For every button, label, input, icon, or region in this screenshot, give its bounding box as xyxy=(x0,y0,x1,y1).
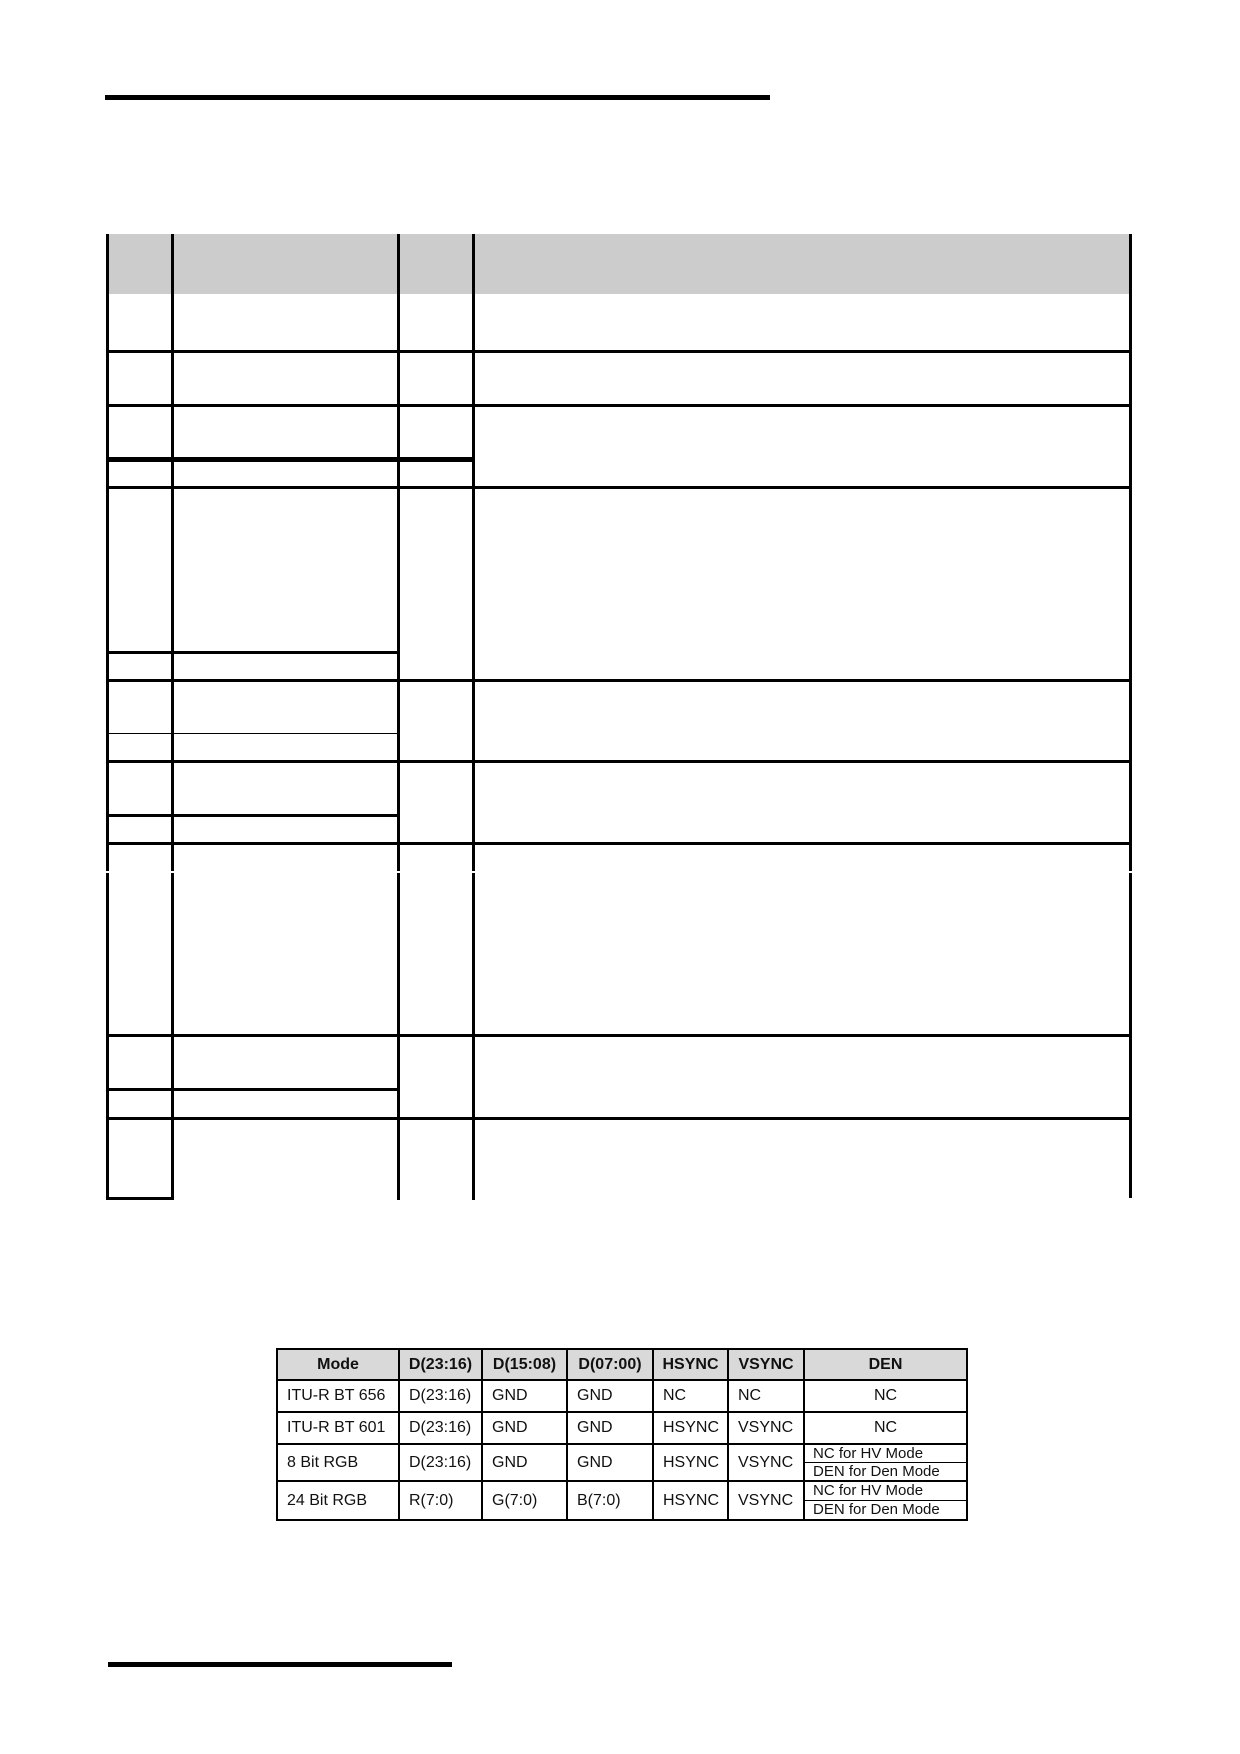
pin-table-white-gap xyxy=(106,871,1132,873)
cell-mode: 24 Bit RGB xyxy=(277,1481,399,1520)
col-header-d07-00: D(07:00) xyxy=(567,1349,653,1380)
pin-table-row-line xyxy=(106,486,1132,489)
cell-den-den-mode: DEN for Den Mode xyxy=(813,1501,940,1518)
pin-table-row-line xyxy=(106,350,1132,353)
cell-d23: D(23:16) xyxy=(399,1444,482,1481)
cell-den-hv-mode: NC for HV Mode xyxy=(805,1445,966,1463)
pin-table-col1-bottom-line xyxy=(106,1197,174,1200)
cell-d15: GND xyxy=(482,1380,567,1412)
pin-table-row-line xyxy=(106,404,1132,407)
pin-table-col3-divider xyxy=(472,234,475,1200)
pin-table-col1-divider xyxy=(171,234,174,1200)
cell-hsync: HSYNC xyxy=(653,1412,728,1444)
cell-vsync: VSYNC xyxy=(728,1412,804,1444)
table-row xyxy=(277,1412,967,1444)
cell-d15: GND xyxy=(482,1444,567,1481)
pin-table-row-line xyxy=(106,842,1132,845)
col-header-mode: Mode xyxy=(277,1349,399,1380)
cell-vsync: VSYNC xyxy=(728,1481,804,1520)
cell-d07: B(7:0) xyxy=(567,1481,653,1520)
cell-den-hv-mode: NC for HV Mode xyxy=(805,1482,966,1501)
col-header-d15-08: D(15:08) xyxy=(482,1349,567,1380)
pin-table-subrow-line-thin xyxy=(106,733,400,734)
mode-mapping-table xyxy=(276,1348,968,1521)
pin-table-row-line xyxy=(106,1034,1132,1037)
cell-vsync: VSYNC xyxy=(728,1444,804,1481)
cell-d15: GND xyxy=(482,1412,567,1444)
cell-d23: D(23:16) xyxy=(399,1380,482,1412)
cell-d15: G(7:0) xyxy=(482,1481,567,1520)
table-row xyxy=(277,1481,967,1520)
pin-table-border-left xyxy=(106,234,109,1200)
pin-table-subrow-line xyxy=(106,814,400,817)
cell-mode: ITU-R BT 656 xyxy=(277,1380,399,1412)
col-header-hsync: HSYNC xyxy=(653,1349,728,1380)
pin-table-subrow-line xyxy=(106,1088,400,1091)
col-header-d23-16: D(23:16) xyxy=(399,1349,482,1380)
cell-vsync: NC xyxy=(728,1380,804,1412)
pin-table-row-line xyxy=(106,760,1132,763)
cell-d23: D(23:16) xyxy=(399,1412,482,1444)
cell-d07: GND xyxy=(567,1444,653,1481)
table-row xyxy=(277,1444,967,1481)
cell-d23: R(7:0) xyxy=(399,1481,482,1520)
cell-d07: GND xyxy=(567,1380,653,1412)
cell-mode: 8 Bit RGB xyxy=(277,1444,399,1481)
mode-table-header-row xyxy=(277,1349,967,1380)
cell-den-split xyxy=(804,1444,967,1481)
pin-function-table xyxy=(106,234,1132,1200)
pin-table-col2-divider xyxy=(397,234,400,1200)
cell-den-den-mode: DEN for Den Mode xyxy=(813,1463,940,1480)
cell-hsync: NC xyxy=(653,1380,728,1412)
pin-table-border-right xyxy=(1129,234,1132,1198)
table-row xyxy=(277,1380,967,1412)
col-header-den: DEN xyxy=(804,1349,967,1380)
pin-table-subrow-line xyxy=(106,651,400,654)
cell-den: NC xyxy=(804,1380,967,1412)
pin-table-row-line xyxy=(106,679,1132,682)
pin-table-row-line xyxy=(106,1117,1132,1120)
cell-d07: GND xyxy=(567,1412,653,1444)
pin-table-row-line-thick xyxy=(106,457,475,462)
cell-den: NC xyxy=(804,1412,967,1444)
cell-den-split xyxy=(804,1481,967,1520)
pin-table-header-band xyxy=(106,234,1132,294)
footer-rule xyxy=(108,1662,452,1667)
header-rule xyxy=(105,95,770,100)
cell-mode: ITU-R BT 601 xyxy=(277,1412,399,1444)
cell-hsync: HSYNC xyxy=(653,1481,728,1520)
col-header-vsync: VSYNC xyxy=(728,1349,804,1380)
cell-hsync: HSYNC xyxy=(653,1444,728,1481)
